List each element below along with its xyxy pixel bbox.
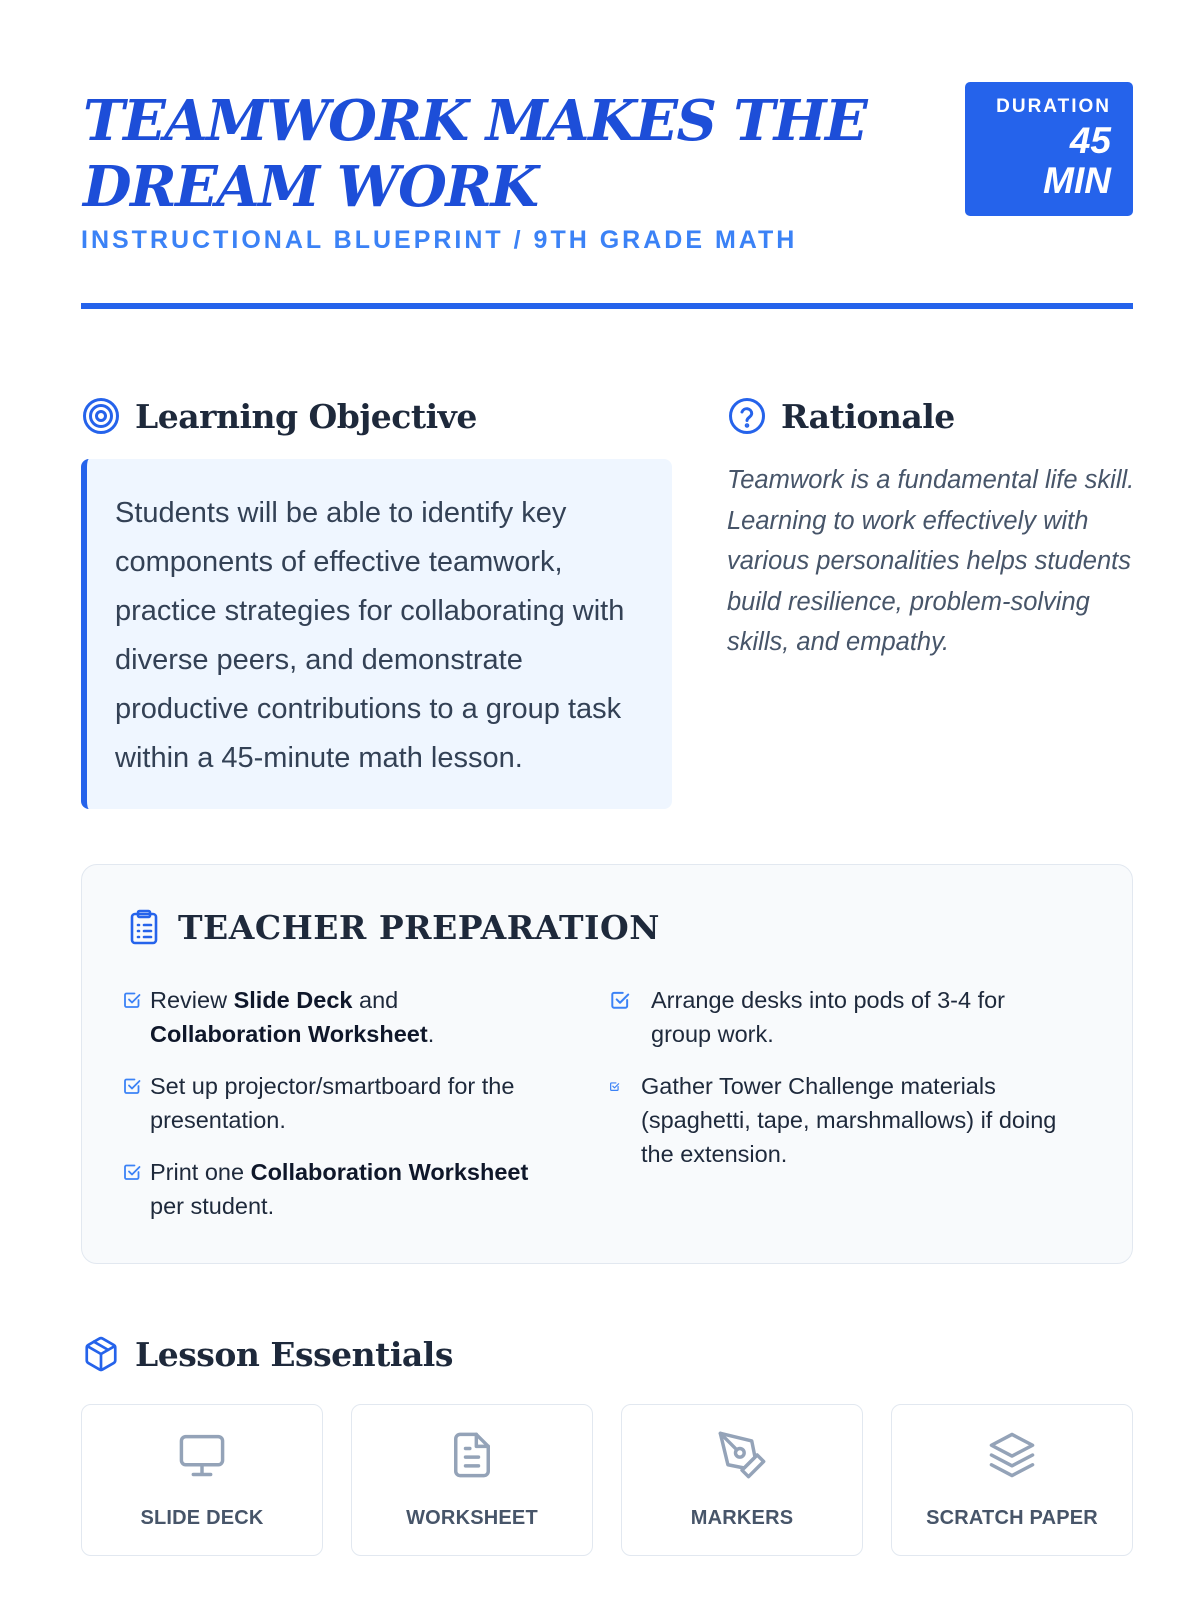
rationale-text: Teamwork is a fundamental life skill. Learning to work effectively with various personalities helps students build resilience, problem-solving skills, and empathy. bbox=[727, 466, 1135, 656]
prep-item-text: Print one Collaboration Worksheet per student. bbox=[150, 1159, 529, 1219]
essential-card-slide-deck bbox=[81, 1404, 323, 1556]
clipboard-list-icon bbox=[124, 907, 164, 947]
duration-label: DURATION bbox=[996, 96, 1111, 117]
title-line-1: TEAMWORK MAKES THE bbox=[83, 88, 867, 154]
package-icon bbox=[81, 1334, 121, 1374]
prep-heading bbox=[124, 907, 660, 947]
prep-heading-text: TEACHER PREPARATION bbox=[178, 907, 660, 947]
pen-tool-icon bbox=[716, 1429, 768, 1481]
prep-item-text: Review Slide Deck and Collaboration Worksheet. bbox=[150, 987, 435, 1047]
essential-card-scratch-paper bbox=[891, 1404, 1133, 1556]
objective-heading bbox=[81, 396, 477, 436]
essentials-heading bbox=[81, 1334, 453, 1374]
essentials-heading-text: Lesson Essentials bbox=[135, 1334, 453, 1374]
prep-item-text: Arrange desks into pods of 3-4 for group work. bbox=[651, 987, 1006, 1047]
monitor-icon bbox=[176, 1429, 228, 1481]
page-subtitle: INSTRUCTIONAL BLUEPRINT / 9TH GRADE MATH bbox=[81, 226, 798, 254]
objective-heading-text: Learning Objective bbox=[135, 396, 477, 436]
essential-card-markers bbox=[621, 1404, 863, 1556]
checkbox-icon bbox=[122, 1155, 150, 1189]
question-circle-icon bbox=[727, 396, 767, 436]
document-icon bbox=[446, 1429, 498, 1481]
target-icon bbox=[81, 396, 121, 436]
essential-card-worksheet bbox=[351, 1404, 593, 1556]
prep-item-text: Gather Tower Challenge materials (spaghetti, tape, marshmallows) if doing the extension. bbox=[641, 1073, 1057, 1167]
header bbox=[81, 80, 1133, 310]
duration-value-unit: MIN bbox=[1043, 160, 1111, 201]
essential-label: WORKSHEET bbox=[406, 1507, 538, 1529]
duration-badge bbox=[965, 82, 1133, 216]
lesson-plan-page bbox=[81, 0, 1133, 1600]
page-title bbox=[83, 88, 903, 220]
teacher-preparation-card bbox=[81, 864, 1133, 1264]
objective-text: Students will be able to identify key components of effective teamwork, practice strategies for collaborating with diverse peers, and demonstrate productive contributions to a group task within a 45-minute math lesson. bbox=[115, 497, 625, 774]
prep-item bbox=[122, 1069, 542, 1137]
checkbox-icon bbox=[122, 983, 150, 1017]
checkbox-icon bbox=[609, 983, 651, 1017]
essential-label: MARKERS bbox=[690, 1507, 794, 1529]
prep-item bbox=[609, 983, 1069, 1051]
checkbox-icon bbox=[609, 1069, 641, 1103]
prep-item bbox=[122, 983, 542, 1051]
duration-value bbox=[965, 121, 1111, 201]
rationale-heading bbox=[727, 396, 955, 436]
essential-label: SLIDE DECK bbox=[140, 1507, 264, 1529]
prep-item bbox=[609, 1069, 1079, 1171]
objective-card bbox=[81, 459, 672, 809]
checkbox-icon bbox=[122, 1069, 150, 1103]
header-divider bbox=[81, 303, 1133, 309]
rationale-heading-text: Rationale bbox=[781, 396, 955, 436]
essential-label: SCRATCH PAPER bbox=[926, 1507, 1098, 1529]
layers-icon bbox=[986, 1429, 1038, 1481]
title-line-2: DREAM WORK bbox=[83, 154, 538, 220]
duration-value-number: 45 bbox=[1069, 120, 1111, 161]
prep-item-text: Set up projector/smartboard for the presentation. bbox=[150, 1073, 515, 1133]
prep-item bbox=[122, 1155, 562, 1223]
